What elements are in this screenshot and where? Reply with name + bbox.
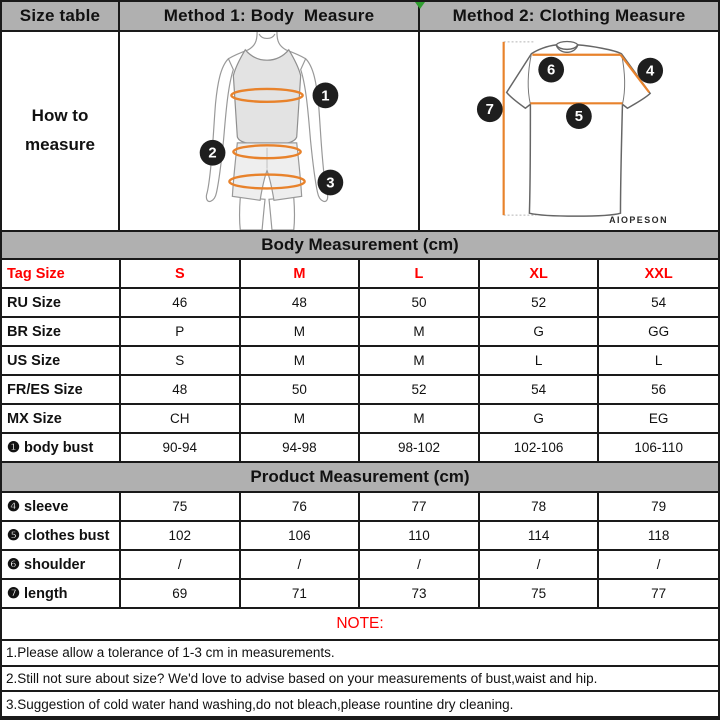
- cell: /: [120, 550, 240, 579]
- cell: G: [479, 404, 599, 433]
- cell: M: [359, 317, 479, 346]
- cell: 78: [479, 492, 599, 521]
- cell: 77: [359, 492, 479, 521]
- cell: 106-110: [598, 433, 718, 462]
- cell: 50: [240, 375, 360, 404]
- cell: 94-98: [240, 433, 360, 462]
- tag-size-header: Tag Size: [2, 259, 120, 288]
- cell: 50: [359, 288, 479, 317]
- cell: 75: [120, 492, 240, 521]
- cell: M: [240, 317, 360, 346]
- size-col-l: L: [359, 259, 479, 288]
- cell: /: [598, 550, 718, 579]
- brand-mark: AIOPESON: [609, 215, 668, 226]
- method1-label: Method 1: Body Measure: [163, 6, 375, 25]
- cell: 71: [240, 579, 360, 608]
- how-to-line2: measure: [25, 135, 95, 154]
- body-measurement-table: [2, 258, 718, 463]
- body-measurement-title: Body Measurement (cm): [2, 232, 718, 258]
- note-item-1: 1.Please allow a tolerance of 1-3 cm in measurements.: [2, 641, 718, 667]
- cell: 118: [598, 521, 718, 550]
- row-label: BR Size: [2, 317, 120, 346]
- svg-text:6: 6: [547, 62, 556, 79]
- cell: 77: [598, 579, 718, 608]
- left-leg: [240, 197, 265, 230]
- product-measurement-title: Product Measurement (cm): [2, 463, 718, 491]
- collar-back: [556, 42, 578, 45]
- body-figure-svg: [120, 32, 418, 230]
- cell: 79: [598, 492, 718, 521]
- cell: 48: [240, 288, 360, 317]
- table-row-sleeve: [2, 492, 718, 521]
- row-label: FR/ES Size: [2, 375, 120, 404]
- green-corner-mark: [415, 2, 425, 9]
- svg-text:2: 2: [208, 145, 217, 162]
- cell: 52: [359, 375, 479, 404]
- cell: P: [120, 317, 240, 346]
- table-row-shoulder: [2, 550, 718, 579]
- row-label: ❻ shoulder: [2, 550, 120, 579]
- cell: /: [359, 550, 479, 579]
- cell: /: [479, 550, 599, 579]
- cell: M: [240, 346, 360, 375]
- cell: 48: [120, 375, 240, 404]
- svg-text:5: 5: [574, 109, 584, 126]
- how-to-measure-cell: [2, 32, 120, 232]
- marker-4: [637, 58, 663, 84]
- how-to-line1: How to: [31, 106, 89, 126]
- svg-text:1: 1: [321, 88, 330, 105]
- how-to-measure-section: [2, 2, 718, 232]
- note-item-3: 3.Suggestion of cold water hand washing,do not bleach,please rountine dry cleaning.: [2, 692, 718, 718]
- row-label: MX Size: [2, 404, 120, 433]
- note-title: NOTE:: [2, 609, 718, 641]
- row-label: ❹ sleeve: [2, 492, 120, 521]
- clothing-measure-illustration: [420, 32, 718, 232]
- body-measure-illustration: [120, 32, 420, 232]
- cell: 73: [359, 579, 479, 608]
- cell: 76: [240, 492, 360, 521]
- cell: 90-94: [120, 433, 240, 462]
- cell: 102: [120, 521, 240, 550]
- cell: 52: [479, 288, 599, 317]
- method2-header: [420, 2, 718, 32]
- table-row-body-bust: [2, 433, 718, 462]
- marker-2: [200, 140, 226, 166]
- cell: 56: [598, 375, 718, 404]
- right-leg: [269, 197, 294, 230]
- marker-7: [477, 96, 503, 122]
- cell: /: [240, 550, 360, 579]
- cell: M: [240, 404, 360, 433]
- marker-1: [313, 82, 339, 108]
- tshirt-figure-svg: [420, 32, 718, 230]
- marker-5: [566, 103, 592, 129]
- svg-text:4: 4: [646, 63, 655, 80]
- table-row-ru-size: [2, 288, 718, 317]
- table-row-length: [2, 579, 718, 608]
- method1-header: [120, 2, 420, 32]
- note-item-2: 2.Still not sure about size? We'd love to advise based on your measurements of bust,waist and hip.: [2, 667, 718, 693]
- svg-text:3: 3: [326, 175, 335, 192]
- size-table-header: [2, 2, 120, 32]
- cell: 54: [598, 288, 718, 317]
- row-label: ❺ clothes bust: [2, 521, 120, 550]
- size-table-label: Size table: [19, 6, 101, 25]
- cell: 98-102: [359, 433, 479, 462]
- tank-top: [233, 50, 300, 145]
- table-row-clothes-bust: [2, 521, 718, 550]
- table-row-fres-size: [2, 375, 718, 404]
- method2-label: Method 2: Clothing Measure: [452, 6, 686, 25]
- row-label: RU Size: [2, 288, 120, 317]
- row-label: ❼ length: [2, 579, 120, 608]
- svg-text:7: 7: [485, 102, 494, 119]
- marker-3: [318, 170, 344, 196]
- row-label: US Size: [2, 346, 120, 375]
- table-row-br-size: [2, 317, 718, 346]
- row-label: ❶ body bust: [2, 433, 120, 462]
- cell: G: [479, 317, 599, 346]
- cell: 54: [479, 375, 599, 404]
- cell: EG: [598, 404, 718, 433]
- cell: 102-106: [479, 433, 599, 462]
- cell: L: [598, 346, 718, 375]
- cell: 46: [120, 288, 240, 317]
- cell: CH: [120, 404, 240, 433]
- size-col-xl: XL: [479, 259, 599, 288]
- table-header-row: [2, 259, 718, 288]
- cell: 110: [359, 521, 479, 550]
- cell: 114: [479, 521, 599, 550]
- size-col-s: S: [120, 259, 240, 288]
- chin-line: [259, 34, 275, 38]
- cell: L: [479, 346, 599, 375]
- table-row-us-size: [2, 346, 718, 375]
- tshirt-outline: [507, 45, 651, 216]
- size-col-xxl: XXL: [598, 259, 718, 288]
- marker-6: [538, 57, 564, 83]
- cell: 75: [479, 579, 599, 608]
- cell: GG: [598, 317, 718, 346]
- cell: M: [359, 346, 479, 375]
- cell: S: [120, 346, 240, 375]
- cell: 106: [240, 521, 360, 550]
- size-col-m: M: [240, 259, 360, 288]
- product-measurement-table: [2, 491, 718, 609]
- cell: 69: [120, 579, 240, 608]
- cell: M: [359, 404, 479, 433]
- table-row-mx-size: [2, 404, 718, 433]
